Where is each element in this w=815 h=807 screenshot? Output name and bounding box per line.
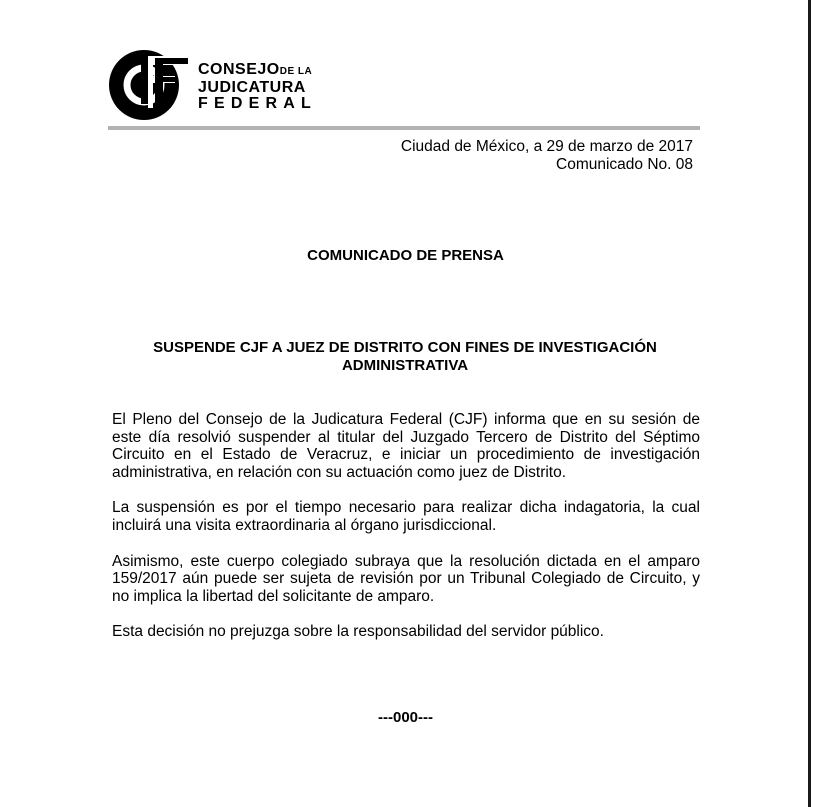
logo-de-la: DE LA [279, 66, 313, 77]
cjf-logo [108, 50, 358, 120]
cjf-emblem-icon [108, 50, 188, 120]
document-meta [401, 138, 693, 174]
paragraph-2: La suspensión es por el tiempo necesario para realizar dicha indagatoria, la cual incluirá una visita extraordinaria al órgano jurisdiccional. [112, 499, 700, 534]
paragraph-4: Esta decisión no prejuzga sobre la responsabilidad del servidor público. [112, 623, 604, 641]
press-release-title: COMUNICADO DE PRENSA [307, 247, 504, 264]
communique-number: Comunicado No. 08 [556, 156, 693, 173]
logo-wordmark [198, 62, 317, 112]
closing-mark: ---000--- [378, 709, 433, 726]
place-date: Ciudad de México, a 29 de marzo de 2017 [400, 138, 693, 155]
logo-line-1 [198, 62, 317, 80]
logo-consejo: CONSEJO [198, 61, 280, 78]
header-divider [108, 126, 700, 130]
logo-line-3: FEDERAL [198, 95, 317, 112]
paragraph-1: El Pleno del Consejo de la Judicatura Federal (CJF) informa que en su sesión de este día resolvió suspender al titular del Juzgado Tercero de Distrito del Séptimo Circuito en el Estado de Veracruz, e iniciar un procedimiento de investigación administrativa, en relación con su actuación como juez de Distrito. [112, 411, 700, 481]
logo-line-2: JUDICATURA [198, 79, 306, 96]
paragraph-3: Asimismo, este cuerpo colegiado subraya que la resolución dictada en el amparo 159/2017 aún puede ser sujeta de revisión por un Tribunal Colegiado de Circuito, y no implica la libertad del solicitante de amparo. [112, 552, 700, 605]
document-body [112, 411, 700, 659]
headline: SUSPENDE CJF A JUEZ DE DISTRITO CON FINES DE INVESTIGACIÓN ADMINISTRATIVA [153, 339, 657, 374]
